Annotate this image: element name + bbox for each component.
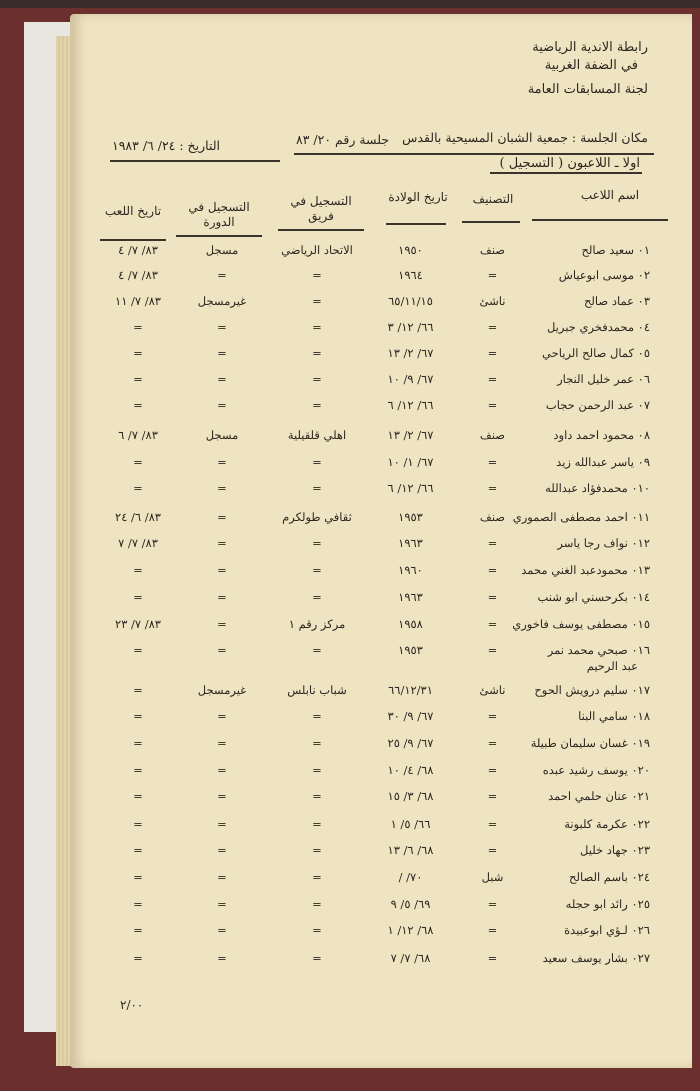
player-club: = bbox=[312, 536, 322, 550]
org-name-line2: في الضفة الغربية bbox=[544, 58, 638, 73]
player-birth-date: ٦٧/ ٩/ ٢٥ bbox=[387, 736, 434, 750]
player-registration-status: = bbox=[217, 455, 227, 469]
player-name: ٠١٨ سامي البنا bbox=[578, 709, 650, 723]
player-name: ٠١٧ سليم درويش الحوح bbox=[534, 683, 650, 697]
table-row bbox=[0, 395, 700, 419]
player-birth-date: ٦٦/ ١٢/ ٣ bbox=[387, 320, 434, 334]
player-class: = bbox=[487, 817, 498, 831]
player-name: ٠٢٧ بشار يوسف سعيد bbox=[542, 951, 650, 965]
player-name: ٠١٥ مصطفى يوسف فاخوري bbox=[512, 617, 650, 631]
player-birth-date: ٦٦/ ١٢/ ٦ bbox=[387, 481, 434, 495]
player-birth-date: ١٩٥٣ bbox=[398, 643, 423, 657]
player-name: ٠١٣ محمودعبد الغني محمد bbox=[521, 563, 650, 577]
player-birth-date: ١٩٦٠ bbox=[398, 563, 423, 577]
player-club: = bbox=[312, 346, 322, 360]
committee-name: لجنة المسابقات العامة bbox=[527, 82, 648, 97]
player-name: ٠٢٠ يوسف رشيد عبده bbox=[542, 763, 650, 777]
player-registration-status: = bbox=[217, 843, 227, 857]
player-registration-status: = bbox=[217, 268, 227, 282]
player-registration-status: = bbox=[217, 536, 227, 550]
player-birth-date: ٦٦/١٢/٣١ bbox=[388, 683, 433, 697]
table-row bbox=[0, 291, 700, 315]
player-class: = bbox=[487, 789, 498, 803]
player-registration-status: = bbox=[217, 789, 227, 803]
player-class: شبل bbox=[481, 870, 504, 884]
player-class: = bbox=[487, 455, 498, 469]
player-play-date: = bbox=[133, 763, 143, 777]
player-birth-date: ١٩٥٣ bbox=[398, 510, 423, 524]
player-birth-date: ٦٧/ ٩/ ٣٠ bbox=[387, 709, 434, 723]
table-row bbox=[0, 507, 700, 531]
player-class: صنف bbox=[479, 243, 506, 257]
player-name: ٠٢ موسى ابوعياش bbox=[558, 268, 650, 282]
player-birth-date: ٦٨/ ٤/ ١٠ bbox=[387, 763, 434, 777]
player-class: صنف bbox=[479, 428, 506, 442]
player-club: = bbox=[312, 923, 322, 937]
table-row bbox=[0, 425, 700, 449]
player-name: ٠٦ عمر خليل النجار bbox=[557, 372, 650, 386]
player-play-date: = bbox=[133, 481, 143, 495]
table-row bbox=[0, 240, 700, 264]
player-class: = bbox=[487, 590, 498, 604]
player-birth-date: ٧٠/ / bbox=[398, 870, 423, 884]
player-name: ٠١ سعيد صالح bbox=[581, 243, 650, 257]
table-row bbox=[0, 452, 700, 476]
player-club: = bbox=[312, 268, 322, 282]
player-registration-status: = bbox=[217, 870, 227, 884]
player-play-date: ٨٣/ ٧/ ٤ bbox=[118, 268, 158, 282]
col-rule-birth bbox=[386, 223, 446, 225]
player-registration-status: = bbox=[217, 951, 227, 965]
player-play-date: = bbox=[133, 951, 143, 965]
table-row bbox=[0, 587, 700, 611]
player-play-date: = bbox=[133, 320, 143, 334]
table-row bbox=[0, 614, 700, 638]
player-play-date: = bbox=[133, 398, 143, 412]
player-birth-date: ٦٩/ ٥/ ٩ bbox=[390, 897, 431, 911]
player-club: الاتحاد الرياضي bbox=[281, 243, 353, 257]
player-class: = bbox=[487, 346, 498, 360]
player-club: ثقافي طولكرم bbox=[282, 510, 352, 524]
player-registration-status: غيرمسجل bbox=[197, 683, 247, 697]
player-class: = bbox=[487, 563, 498, 577]
player-name: ٠٣ عماد صالح bbox=[583, 294, 650, 308]
player-class: = bbox=[487, 268, 498, 282]
table-row bbox=[0, 478, 700, 502]
player-birth-date: ٦٦/ ٥/ ١ bbox=[390, 817, 431, 831]
player-class: = bbox=[487, 897, 498, 911]
col-header-class: التصنيف bbox=[472, 192, 514, 206]
player-class: ناشئ bbox=[479, 294, 506, 308]
player-birth-date: ٦٧/ ١/ ١٠ bbox=[387, 455, 434, 469]
table-row bbox=[0, 560, 700, 584]
table-row bbox=[0, 733, 700, 757]
player-play-date: = bbox=[133, 709, 143, 723]
player-registration-status: = bbox=[217, 923, 227, 937]
player-name: ٠١١ احمد مصطفى الصموري bbox=[512, 510, 650, 524]
session-underline bbox=[294, 153, 654, 155]
player-name: ٠٢٥ رائد ابو حجله bbox=[565, 897, 650, 911]
player-club: شباب نابلس bbox=[287, 683, 347, 697]
player-club: = bbox=[312, 897, 322, 911]
player-class: = bbox=[487, 320, 498, 334]
col-header-club: التسجيل في فريق bbox=[290, 194, 352, 223]
table-row bbox=[0, 948, 700, 972]
player-club: = bbox=[312, 709, 322, 723]
player-class: = bbox=[487, 536, 498, 550]
player-play-date: ٨٣/ ٧/ ٧ bbox=[118, 536, 158, 550]
player-play-date: ٨٣/ ٧/ ٤ bbox=[118, 243, 158, 257]
player-club: = bbox=[312, 817, 322, 831]
player-play-date: = bbox=[133, 923, 143, 937]
player-play-date: ٨٣/ ٧/ ١١ bbox=[115, 294, 161, 308]
player-play-date: = bbox=[133, 683, 143, 697]
player-class: = bbox=[487, 617, 498, 631]
player-name: ٠٩ ياسر عبدالله زيد bbox=[556, 455, 650, 469]
player-club: = bbox=[312, 643, 322, 657]
player-name: ٠٢٦ لـؤي ابوعبيدة bbox=[564, 923, 650, 937]
section-underline bbox=[490, 172, 642, 174]
table-row bbox=[0, 867, 700, 891]
col-rule-club bbox=[278, 229, 364, 231]
player-name: ٠٥ كمال صالح الرياحي bbox=[542, 346, 650, 360]
table-row bbox=[0, 786, 700, 810]
player-birth-date: ٦٨/ ٣/ ١٥ bbox=[387, 789, 434, 803]
player-birth-date: ٦٧/ ٢/ ١٣ bbox=[387, 428, 434, 442]
table-row bbox=[0, 706, 700, 730]
section-title: اولا ـ اللاعبون ( التسجيل ) bbox=[499, 156, 640, 171]
player-registration-status: = bbox=[217, 398, 227, 412]
player-class: = bbox=[487, 709, 498, 723]
player-club: = bbox=[312, 736, 322, 750]
table-row bbox=[0, 369, 700, 393]
col-rule-class bbox=[462, 221, 520, 223]
player-registration-status: = bbox=[217, 481, 227, 495]
col-rule-status bbox=[176, 235, 262, 237]
player-registration-status: = bbox=[217, 563, 227, 577]
player-club: = bbox=[312, 763, 322, 777]
player-registration-status: مسجل bbox=[205, 428, 239, 442]
player-play-date: = bbox=[133, 736, 143, 750]
player-registration-status: غيرمسجل bbox=[197, 294, 247, 308]
player-play-date: ٨٣/ ٧/ ٢٣ bbox=[115, 617, 161, 631]
table-row bbox=[0, 840, 700, 864]
player-registration-status: = bbox=[217, 372, 227, 386]
player-name: ٠٢٢ عكرمة كلبونة bbox=[564, 817, 650, 831]
player-class: = bbox=[487, 763, 498, 777]
player-registration-status: مسجل bbox=[205, 243, 239, 257]
table-row bbox=[0, 265, 700, 289]
player-name-continued: عبد الرحيم bbox=[586, 659, 638, 673]
player-registration-status: = bbox=[217, 590, 227, 604]
player-class: = bbox=[487, 923, 498, 937]
col-header-status: التسجيل في الدورة bbox=[188, 200, 250, 229]
player-class: ناشئ bbox=[479, 683, 506, 697]
player-play-date: = bbox=[133, 843, 143, 857]
player-club: = bbox=[312, 294, 322, 308]
player-club: = bbox=[312, 951, 322, 965]
player-class: = bbox=[487, 843, 498, 857]
table-row bbox=[0, 680, 700, 704]
player-birth-date: ٦٨/ ١٢/ ١ bbox=[387, 923, 434, 937]
table-row bbox=[0, 814, 700, 838]
player-class: = bbox=[487, 643, 498, 657]
player-name: ٠٢٤ باسم الصالح bbox=[569, 870, 650, 884]
player-class: صنف bbox=[479, 510, 506, 524]
player-club: = bbox=[312, 372, 322, 386]
table-row bbox=[0, 920, 700, 944]
player-birth-date: ١٩٥٠ bbox=[398, 243, 423, 257]
player-club: = bbox=[312, 398, 322, 412]
player-name: ٠١٩ غسان سليمان طبيلة bbox=[530, 736, 650, 750]
player-name: ٠٢١ عنان حلمي احمد bbox=[548, 789, 650, 803]
player-birth-date: ٦٧/ ٩/ ١٠ bbox=[387, 372, 434, 386]
org-name-line1: رابطة الاندية الرياضية bbox=[532, 40, 648, 55]
player-class: = bbox=[487, 372, 498, 386]
player-club: = bbox=[312, 789, 322, 803]
player-registration-status: = bbox=[217, 817, 227, 831]
table-row bbox=[0, 343, 700, 367]
player-class: = bbox=[487, 481, 498, 495]
player-birth-date: ١٩٦٣ bbox=[398, 536, 423, 550]
player-play-date: = bbox=[133, 897, 143, 911]
player-birth-date: ٦٥/١١/١٥ bbox=[388, 294, 433, 308]
player-club: اهلي قلقيلية bbox=[287, 428, 347, 442]
player-name: ٠٢٣ جهاد خليل bbox=[580, 843, 650, 857]
player-registration-status: = bbox=[217, 320, 227, 334]
player-class: = bbox=[487, 736, 498, 750]
player-play-date: = bbox=[133, 817, 143, 831]
player-play-date: = bbox=[133, 455, 143, 469]
date-underline bbox=[110, 160, 280, 162]
player-club: = bbox=[312, 563, 322, 577]
player-class: = bbox=[487, 398, 498, 412]
table-row bbox=[0, 760, 700, 784]
table-row bbox=[0, 317, 700, 341]
player-play-date: ٨٣/ ٧/ ٦ bbox=[118, 428, 158, 442]
player-birth-date: ١٩٦٣ bbox=[398, 590, 423, 604]
player-club: = bbox=[312, 320, 322, 334]
table-row bbox=[0, 894, 700, 918]
player-club: = bbox=[312, 843, 322, 857]
player-birth-date: ١٩٥٨ bbox=[398, 617, 423, 631]
player-registration-status: = bbox=[217, 510, 227, 524]
col-header-play-date: تاريخ اللعب bbox=[104, 204, 162, 218]
table-row bbox=[0, 533, 700, 557]
player-name: ٠١٠ محمدفؤاد عبدالله bbox=[545, 481, 650, 495]
player-birth-date: ٦٨/ ٦/ ١٣ bbox=[387, 843, 434, 857]
col-header-birth: تاريخ الولادة bbox=[388, 190, 448, 204]
player-birth-date: ١٩٦٤ bbox=[398, 268, 423, 282]
player-birth-date: ٦٧/ ٢/ ١٣ bbox=[387, 346, 434, 360]
player-play-date: = bbox=[133, 563, 143, 577]
player-play-date: = bbox=[133, 590, 143, 604]
session-date: التاريخ : ٢٤/ ٦/ ١٩٨٣ bbox=[112, 138, 220, 153]
player-name: ٠٨ محمود احمد داود bbox=[553, 428, 650, 442]
player-play-date: = bbox=[133, 789, 143, 803]
player-registration-status: = bbox=[217, 643, 227, 657]
player-club: = bbox=[312, 455, 322, 469]
player-registration-status: = bbox=[217, 763, 227, 777]
player-registration-status: = bbox=[217, 897, 227, 911]
player-club: = bbox=[312, 481, 322, 495]
player-registration-status: = bbox=[217, 736, 227, 750]
player-class: = bbox=[487, 951, 498, 965]
player-birth-date: ٦٦/ ١٢/ ٦ bbox=[387, 398, 434, 412]
table-row bbox=[0, 640, 700, 673]
player-registration-status: = bbox=[217, 617, 227, 631]
session-place: مكان الجلسة : جمعية الشبان المسيحية بالقدس bbox=[402, 130, 648, 145]
player-name: ٠٧ عبد الرحمن حجاب bbox=[545, 398, 650, 412]
player-name: ٠١٢ نواف رجا ياسر bbox=[557, 536, 650, 550]
session-number: جلسة رقم ٢٠/ ٨٣ bbox=[296, 132, 390, 147]
player-play-date: ٨٣/ ٦/ ٢٤ bbox=[115, 510, 161, 524]
player-club: = bbox=[312, 590, 322, 604]
player-play-date: = bbox=[133, 346, 143, 360]
player-registration-status: = bbox=[217, 709, 227, 723]
player-club: مركز رقم ١ bbox=[288, 617, 346, 631]
col-header-name: اسم اللاعب bbox=[580, 188, 640, 202]
player-registration-status: = bbox=[217, 346, 227, 360]
player-play-date: = bbox=[133, 870, 143, 884]
player-birth-date: ٦٨/ ٧/ ٧ bbox=[390, 951, 431, 965]
player-name: ٠٤ محمدفخري جبريل bbox=[546, 320, 650, 334]
player-name: ٠١٦ صبحي محمد نمر bbox=[547, 643, 650, 657]
player-name: ٠١٤ بكرحسني ابو شنب bbox=[537, 590, 650, 604]
player-play-date: = bbox=[133, 643, 143, 657]
page-number: ٢/٠٠ bbox=[120, 998, 144, 1012]
col-rule-name bbox=[532, 219, 668, 221]
player-club: = bbox=[312, 870, 322, 884]
player-play-date: = bbox=[133, 372, 143, 386]
